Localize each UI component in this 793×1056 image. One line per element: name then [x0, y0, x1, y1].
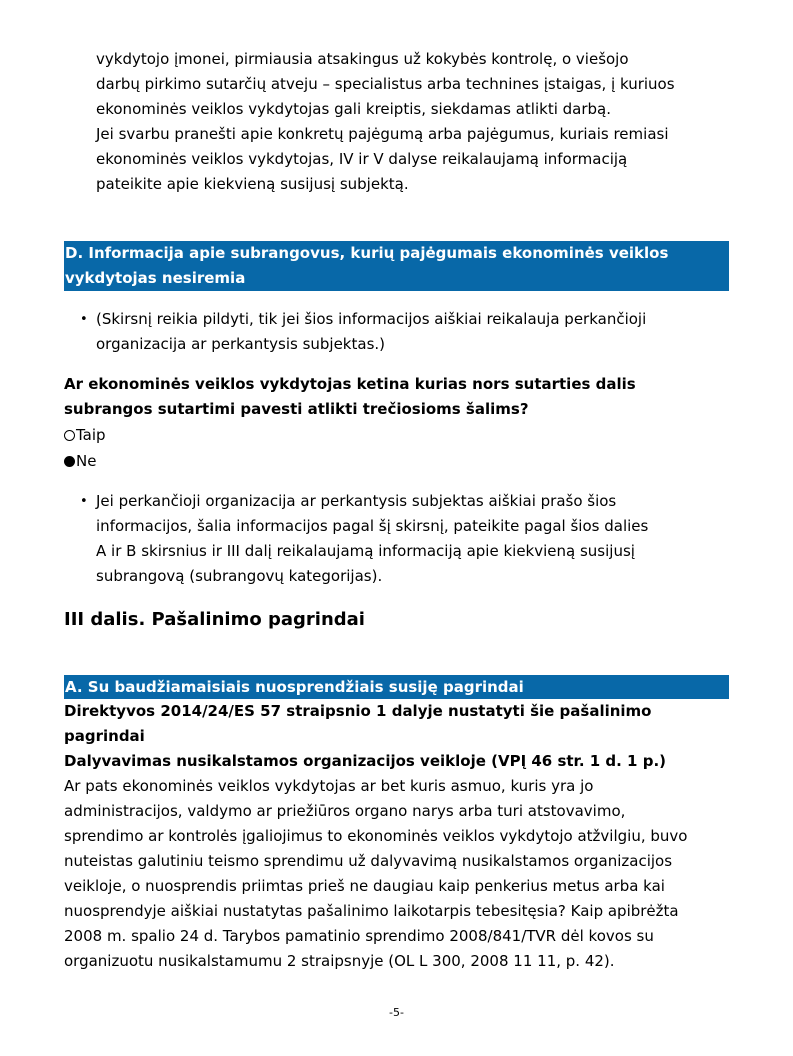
section-a-header: [64, 675, 729, 699]
text-line: organizuotu nusikalstamumu 2 straipsnyje (OL L 300, 2008 11 11, p. 42).: [64, 952, 615, 970]
radio-option-taip[interactable]: [64, 423, 728, 448]
bullet-icon: •: [80, 494, 88, 509]
text-line: ekonominės veiklos vykdytojas gali kreiptis, siekdamas atlikti darbą.: [96, 100, 611, 118]
text-line: nuteistas galutiniu teismo sprendimu už dalyvavimą nusikalstamos organizacijos: [64, 852, 673, 870]
part-heading: III dalis. Pašalinimo pagrindai: [64, 609, 365, 630]
section-d-note-2: [96, 489, 760, 589]
directive-heading: [64, 699, 728, 774]
text-line: subrangos sutartimi pavesti atlikti trečiosioms šalims?: [64, 400, 529, 418]
page-number: -5-: [389, 1006, 404, 1019]
radio-option-ne[interactable]: [64, 449, 728, 474]
text-line: ekonominės veiklos vykdytojas, IV ir V dalyse reikalaujamą informaciją: [96, 150, 628, 168]
answer-radio-group: [64, 423, 728, 474]
text-line: informacijos, šalia informacijos pagal šį skirsnį, pateikite pagal šios dalies: [96, 517, 649, 535]
text-line: A ir B skirsnius ir III dalį reikalaujamą informaciją apie kiekvieną susijusį: [96, 542, 635, 560]
section-title-line: vykdytojas nesiremia: [65, 269, 246, 287]
bullet-icon: •: [80, 312, 88, 327]
text-line: subrangovą (subrangovų kategorijas).: [96, 567, 383, 585]
text-line: vykdytojo įmonei, pirmiausia atsakingus už kokybės kontrolę, o viešojo: [96, 50, 629, 68]
section-d-header: [64, 241, 729, 291]
intro-paragraph: [96, 47, 760, 197]
radio-unchecked-icon[interactable]: [64, 430, 75, 441]
text-line: administracijos, valdymo ar priežiūros organo narys arba turi atstovavimo,: [64, 802, 626, 820]
text-line: pagrindai: [64, 727, 145, 745]
section-title-line: A. Su baudžiamaisiais nuosprendžiais susiję pagrindai: [65, 678, 524, 696]
section-d-note: [96, 307, 760, 357]
text-line: sprendimo ar kontrolės įgaliojimus to ekonominės veiklos vykdytojo atžvilgiu, buvo: [64, 827, 688, 845]
radio-label: Taip: [76, 426, 106, 444]
text-line: nuosprendyje aiškiai nustatytas pašalinimo laikotarpis tebesitęsia? Kaip apibrėžta: [64, 902, 679, 920]
text-line: (Skirsnį reikia pildyti, tik jei šios informacijos aiškiai reikalauja perkančioji: [96, 310, 647, 328]
text-line: darbų pirkimo sutarčių atveju – specialistus arba technines įstaigas, į kuriuos: [96, 75, 675, 93]
subheading: Dalyvavimas nusikalstamos organizacijos veikloje (VPĮ 46 str. 1 d. 1 p.): [64, 752, 667, 770]
section-title-line: D. Informacija apie subrangovus, kurių pajėgumais ekonominės veiklos: [65, 244, 669, 262]
text-line: Jei perkančioji organizacija ar perkantysis subjektas aiškiai prašo šios: [96, 492, 617, 510]
body-paragraph: [64, 774, 728, 974]
radio-label: Ne: [76, 452, 97, 470]
radio-checked-icon[interactable]: [64, 456, 75, 467]
text-line: Jei svarbu pranešti apie konkretų pajėgumą arba pajėgumus, kuriais remiasi: [96, 125, 669, 143]
text-line: Ar pats ekonominės veiklos vykdytojas ar bet kuris asmuo, kuris yra jo: [64, 777, 594, 795]
subcontracting-question: [64, 372, 728, 422]
text-line: veikloje, o nuosprendis priimtas prieš ne daugiau kaip penkerius metus arba kai: [64, 877, 665, 895]
text-line: Direktyvos 2014/24/ES 57 straipsnio 1 dalyje nustatyti šie pašalinimo: [64, 702, 652, 720]
text-line: pateikite apie kiekvieną susijusį subjektą.: [96, 175, 409, 193]
text-line: organizacija ar perkantysis subjektas.): [96, 335, 385, 353]
text-line: 2008 m. spalio 24 d. Tarybos pamatinio sprendimo 2008/841/TVR dėl kovos su: [64, 927, 654, 945]
text-line: Ar ekonominės veiklos vykdytojas ketina kurias nors sutarties dalis: [64, 375, 636, 393]
